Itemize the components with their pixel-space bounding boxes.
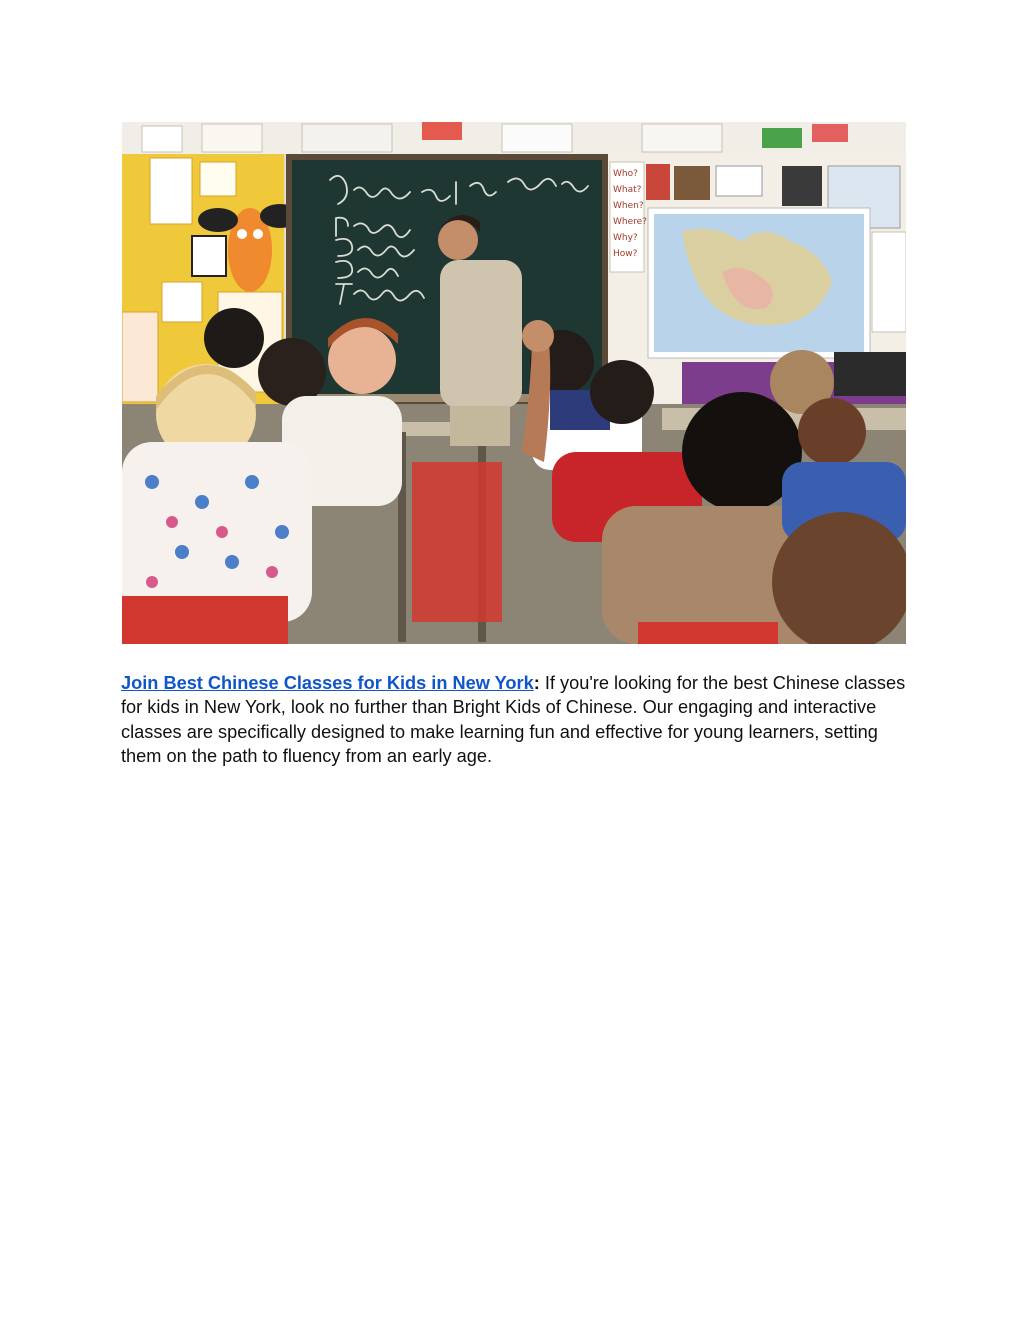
svg-text:Who?: Who? bbox=[613, 169, 638, 179]
svg-text:How?: How? bbox=[613, 249, 638, 259]
svg-text:What?: What? bbox=[613, 185, 642, 195]
svg-text:Where?: Where? bbox=[613, 217, 647, 227]
classroom-photo bbox=[122, 122, 906, 644]
article-paragraph bbox=[121, 671, 911, 769]
link-separator: : bbox=[533, 673, 540, 693]
chinese-classes-link[interactable]: Join Best Chinese Classes for Kids in New York bbox=[121, 673, 534, 693]
svg-text:When?: When? bbox=[613, 201, 644, 211]
article-body-text: If you're looking for the best Chinese classes for kids in New York, look no further than Bright Kids of Chinese. Our engaging and interactive classes are specifically designed to make learning fun and effective for young learners, setting them on the path to fluency from an early age. bbox=[121, 673, 906, 767]
svg-text:Why?: Why? bbox=[613, 233, 638, 243]
